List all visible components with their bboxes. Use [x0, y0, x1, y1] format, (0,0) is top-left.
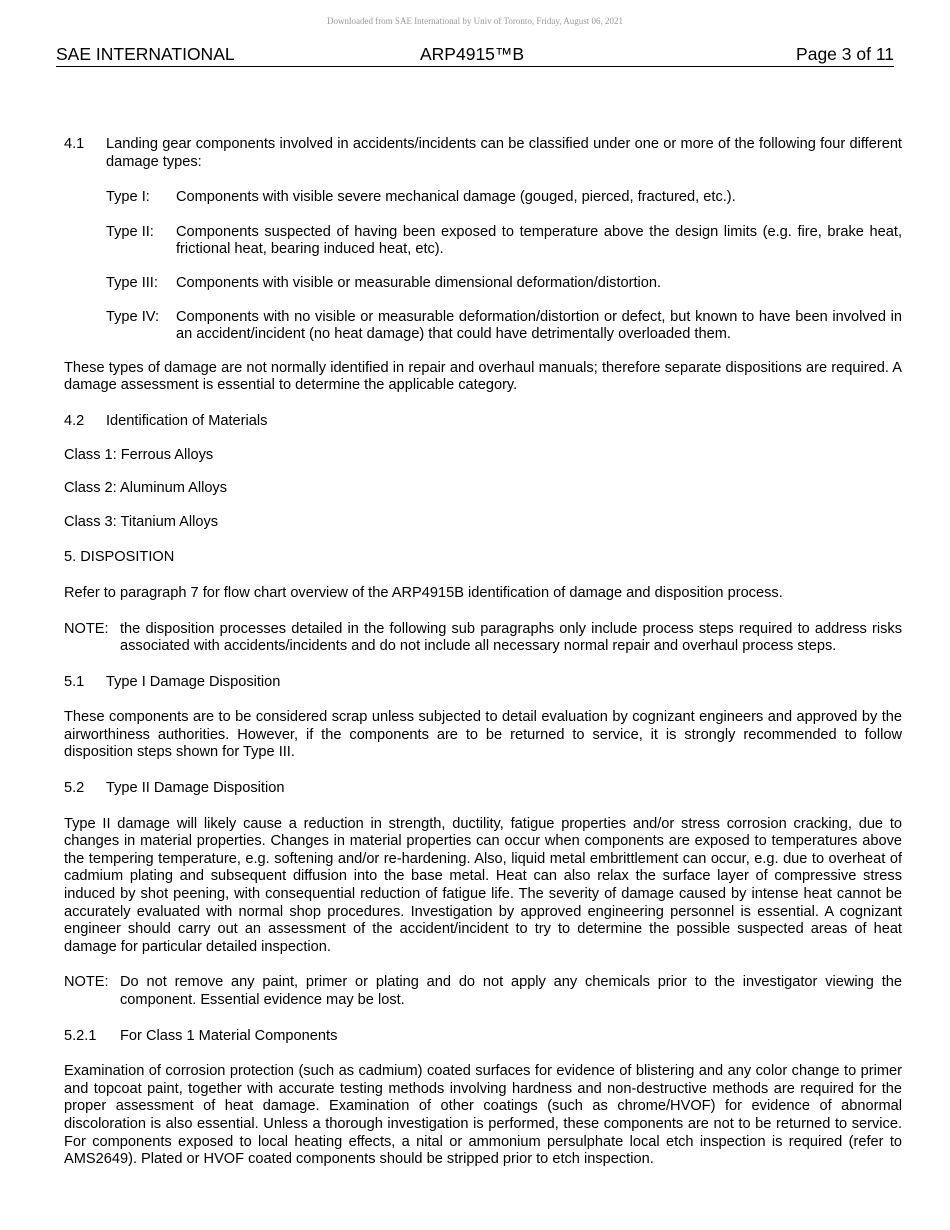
section-title: Identification of Materials [106, 412, 268, 429]
section-5-2 [64, 780, 902, 798]
note-text: Do not remove any paint, primer or plating and do not apply any chemicals prior to the investigator viewing the component. Essential evidence may be lost. [120, 974, 902, 1008]
section-number: 4.2 [64, 412, 85, 429]
damage-type-2 [64, 224, 902, 259]
damage-type-4 [64, 309, 902, 344]
header-document-number: ARP4915™B [420, 44, 525, 64]
header-page-number: Page 3 of 11 [796, 44, 894, 64]
type-label: Type I: [106, 189, 150, 206]
type-text: Components suspected of having been exposed to temperature above the design limits (e.g. fire, brake heat, frictional heat, bearing induced heat, etc). [176, 223, 902, 258]
paragraph: These types of damage are not normally identified in repair and overhaul manuals; therefore separate dispositions are required. A damage assessment is essential to determine the applicable category. [64, 359, 902, 394]
type-label: Type IV: [106, 308, 159, 325]
paragraph: Refer to paragraph 7 for flow chart overview of the ARP4915B identification of damage and disposition process. [64, 584, 783, 601]
damage-type-1 [64, 189, 902, 207]
section-5-2-1 [64, 1028, 902, 1046]
section-title: Type I Damage Disposition [106, 673, 281, 690]
damage-type-3 [64, 275, 902, 293]
section-4-1 [64, 136, 902, 171]
document-body [64, 136, 902, 1169]
section-5-1 [64, 674, 902, 692]
note [64, 974, 902, 1009]
note-text: the disposition processes detailed in the following sub paragraphs only include process steps required to address risks associated with accidents/incidents and do not include all necessary normal repair and overhaul process steps. [120, 620, 902, 655]
note-label: NOTE: [64, 620, 109, 637]
page-header [56, 44, 894, 67]
type-text: Components with no visible or measurable deformation/distortion or defect, but known to have been involved in an accident/incident (no heat damage) that could have detrimentally overloaded them. [176, 308, 902, 343]
section-4-2 [64, 413, 902, 431]
type-text: Components with visible severe mechanical damage (gouged, pierced, fractured, etc.). [176, 189, 736, 206]
material-class-3: Class 3: Titanium Alloys [64, 513, 219, 530]
paragraph: Examination of corrosion protection (such as cadmium) coated surfaces for evidence of blistering and any color change to primer and topcoat paint, together with accurate testing methods involving hardness and non-destructive methods are required for the proper assessment of heat damage. Examination of other coatings (such as chrome/HVOF) for evidence of abnormal discoloration is also essential. Unless a thorough investigation is performed, these components are not to be returned to service. For components exposed to local heating effects, a nital or ammonium persulphate local etch inspection is required (refer to AMS2649). Plated or HVOF coated components should be stripped prior to etch inspection. [64, 1063, 902, 1168]
header-organization: SAE INTERNATIONAL [56, 44, 235, 64]
type-text: Components with visible or measurable dimensional deformation/distortion. [176, 274, 662, 291]
type-label: Type III: [106, 274, 158, 291]
download-watermark: Downloaded from SAE International by Univ of Toronto, Friday, August 06, 2021 [326, 16, 624, 26]
material-class-2: Class 2: Aluminum Alloys [64, 480, 228, 497]
note-label: NOTE: [64, 974, 109, 991]
section-5-heading: 5. DISPOSITION [64, 549, 175, 566]
note [64, 621, 902, 656]
paragraph: Type II damage will likely cause a reduction in strength, ductility, fatigue properties and/or stress corrosion cracking, due to changes in material properties. Changes in material properties can occur when components are exposed to temperatures above the tempering temperature, e.g. softening and/or re-hardening. Also, liquid metal embrittlement can occur, e.g. due to overheat of cadmium plating and subsequent diffusion into the base metal. Heat can also relax the surface layer of compressive stress induced by shot peening, with consequential reduction of fatigue life. The severity of damage caused by intense heat cannot be accurately evaluated with normal shop procedures. Investigation by approved engineering personnel is essential. A cognizant engineer should carry out an assessment of the accident/incident to try to determine the possible suspected areas of heat damage for particular detailed inspection. [64, 815, 902, 955]
section-number: 5.2.1 [64, 1027, 97, 1044]
section-text: Landing gear components involved in accidents/incidents can be classified under one or more of the following four different damage types: [106, 136, 902, 170]
section-number: 5.1 [64, 673, 85, 690]
material-class-1: Class 1: Ferrous Alloys [64, 446, 214, 463]
section-number: 5.2 [64, 780, 85, 797]
section-number: 4.1 [64, 136, 85, 152]
paragraph: These components are to be considered scrap unless subjected to detail evaluation by cognizant engineers and approved by the airworthiness authorities. However, if the components are to be returned to service, it is strongly recommended to follow disposition steps shown for Type III. [64, 709, 902, 761]
section-title: Type II Damage Disposition [106, 780, 285, 797]
type-label: Type II: [106, 223, 154, 240]
section-title: For Class 1 Material Components [120, 1027, 338, 1044]
